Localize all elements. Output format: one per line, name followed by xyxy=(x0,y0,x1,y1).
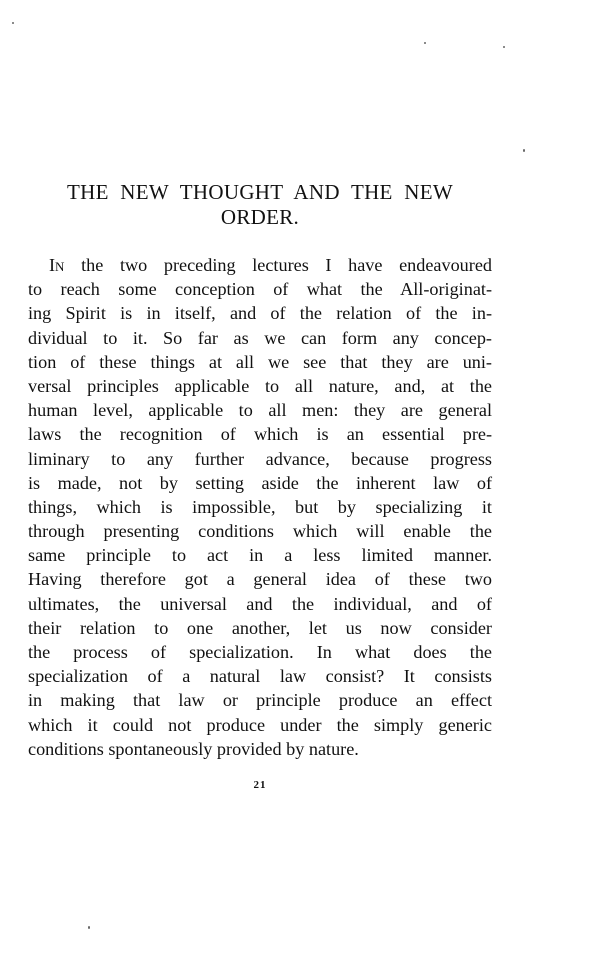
chapter-title-line-1: THE NEW THOUGHT AND THE NEW xyxy=(67,180,453,204)
chapter-title-line-2: ORDER. xyxy=(220,205,300,229)
text-line: dividual to it. So far as we can form any concep- xyxy=(28,327,492,348)
text-line: is made, not by setting aside the inherent law of xyxy=(28,472,492,493)
text-line: laws the recognition of which is an essential pre- xyxy=(28,424,492,445)
text-line: through presenting conditions which will enable the xyxy=(28,521,492,542)
text-line: things, which is impossible, but by specializing it xyxy=(28,496,492,517)
scan-speck xyxy=(12,22,14,24)
scan-speck xyxy=(503,46,505,48)
text-line: In the two preceding lectures I have endeavoured xyxy=(49,255,492,275)
text-line: human level, applicable to all men: they are general xyxy=(28,400,492,421)
drop-lead-word: In xyxy=(49,255,65,275)
text-line: the process of specialization. In what does the xyxy=(28,642,492,662)
text-line: specialization of a natural law consist? It consists xyxy=(28,666,492,687)
text-line: versal principles applicable to all nature, and, at the xyxy=(28,375,492,396)
text-line: to reach some conception of what the All-originat- xyxy=(28,279,492,300)
text-line: which it could not produce under the simply generic xyxy=(28,714,492,735)
text-line: in making that law or principle produce an effect xyxy=(28,690,492,711)
text-line: conditions spontaneously provided by nature. xyxy=(28,738,359,759)
body-paragraph xyxy=(28,253,492,761)
scan-speck xyxy=(88,926,90,929)
text-line: tion of these things at all we see that they are uni- xyxy=(28,351,492,372)
scan-speck xyxy=(523,149,525,152)
text-line: ultimates, the universal and the individual, and of xyxy=(28,593,492,614)
scan-speck xyxy=(424,42,426,44)
text-line: Having therefore got a general idea of these two xyxy=(28,569,492,590)
text-line: ing Spirit is in itself, and of the relation of the in- xyxy=(28,303,492,324)
text-line: same principle to act in a less limited manner. xyxy=(28,545,492,566)
text-line: their relation to one another, let us now consider xyxy=(28,617,492,638)
text-line: liminary to any further advance, because progress xyxy=(28,448,492,469)
page-number: 21 xyxy=(253,779,267,791)
